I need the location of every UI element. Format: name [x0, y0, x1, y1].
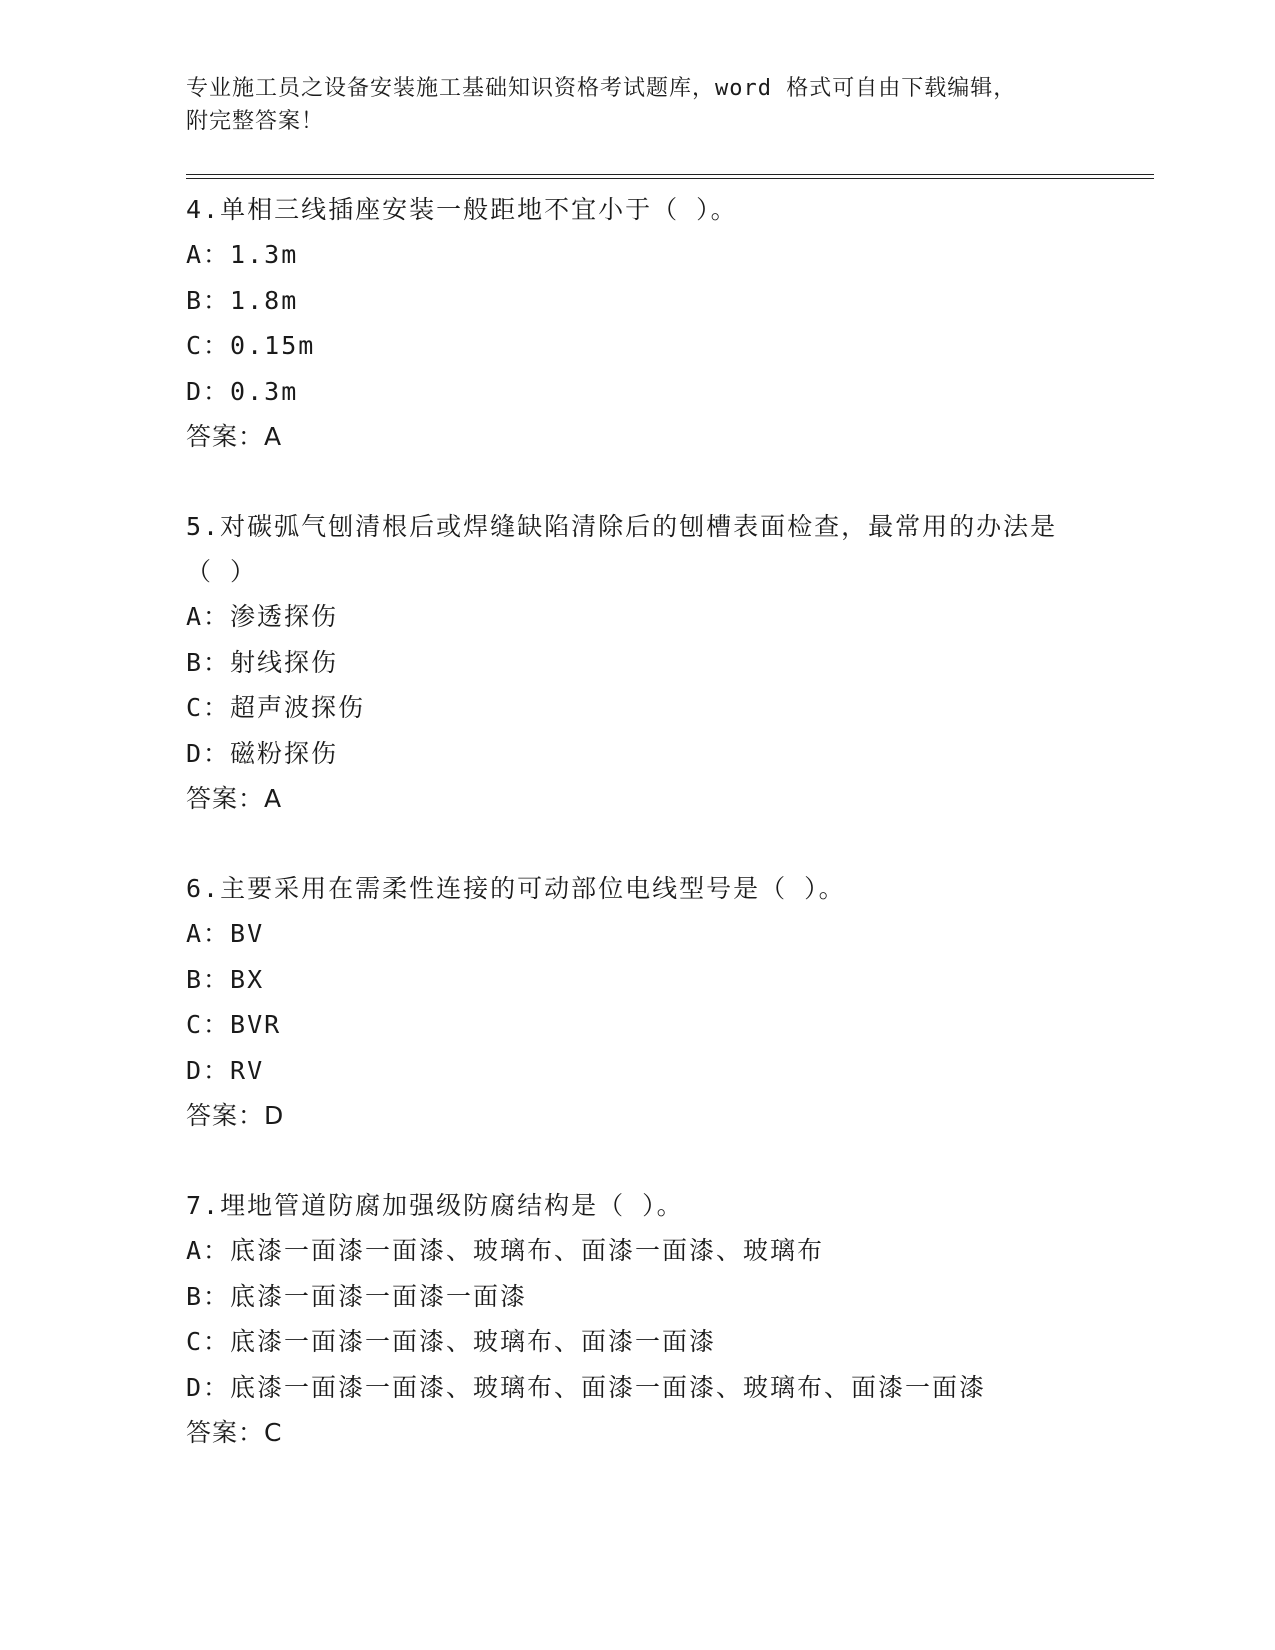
option-d: D：底漆一面漆一面漆、玻璃布、面漆一面漆、玻璃布、面漆一面漆 — [186, 1372, 987, 1402]
header-line-1: 专业施工员之设备安装施工基础知识资格考试题库，word 格式可自由下载编辑， — [186, 76, 1017, 101]
answer: 答案：D — [186, 1101, 285, 1130]
option-b: B：射线探伤 — [186, 647, 339, 677]
spacer — [186, 821, 1156, 866]
question-stem: 5.对碳弧气刨清根后或焊缝缺陷清除后的刨槽表面检查，最常用的办法是（ ） — [186, 512, 1058, 586]
document-page — [186, 72, 1156, 1455]
option-d: D：磁粉探伤 — [186, 738, 339, 768]
answer: 答案：A — [186, 784, 283, 813]
option-a: A：底漆一面漆一面漆、玻璃布、面漆一面漆、玻璃布 — [186, 1236, 825, 1265]
option-c: C：0.15m — [186, 331, 316, 360]
question-stem: 6.主要采用在需柔性连接的可动部位电线型号是（ ）。 — [186, 874, 846, 903]
header-line-2: 附完整答案！ — [186, 109, 325, 134]
option-c: C：底漆一面漆一面漆、玻璃布、面漆一面漆 — [186, 1327, 717, 1356]
option-a: A：1.3m — [186, 240, 299, 269]
question-5 — [186, 504, 1156, 821]
question-stem: 7.埋地管道防腐加强级防腐结构是（ ）。 — [186, 1191, 684, 1220]
answer: 答案：A — [186, 422, 283, 451]
header-divider — [186, 174, 1154, 179]
option-d: D：0.3m — [186, 376, 299, 406]
option-b: B：底漆一面漆一面漆一面漆 — [186, 1281, 528, 1311]
spacer — [186, 1138, 1156, 1183]
question-6 — [186, 866, 1156, 1138]
option-a: A：BV — [186, 919, 265, 948]
option-c: C：超声波探伤 — [186, 693, 366, 722]
question-7 — [186, 1183, 1156, 1455]
spacer — [186, 459, 1156, 504]
answer: 答案：C — [186, 1418, 283, 1447]
option-b: B：1.8m — [186, 285, 299, 315]
option-a: A：渗透探伤 — [186, 602, 339, 631]
option-c: C：BVR — [186, 1010, 282, 1039]
question-4 — [186, 187, 1156, 459]
option-d: D：RV — [186, 1055, 265, 1085]
option-b: B：BX — [186, 964, 265, 994]
question-stem: 4.单相三线插座安装一般距地不宜小于（ ）。 — [186, 195, 738, 224]
